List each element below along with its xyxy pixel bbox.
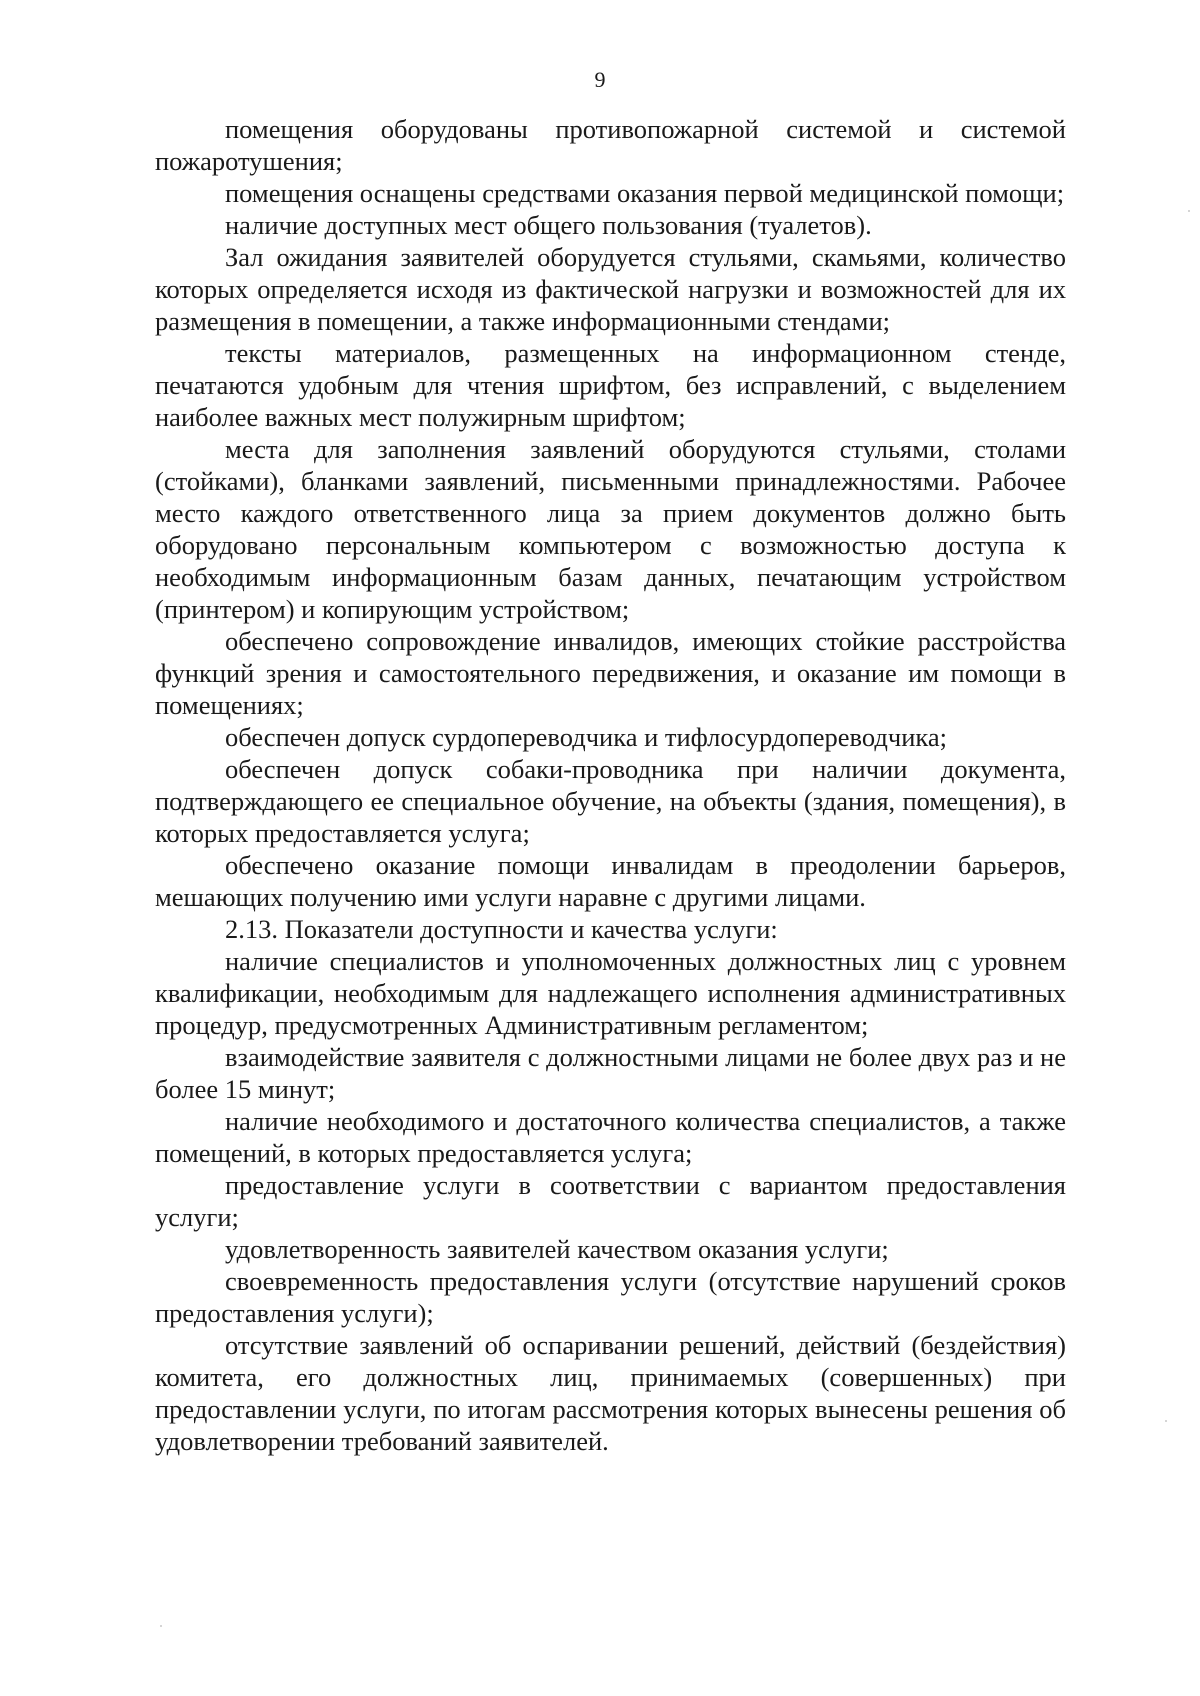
paragraph-guide-dog: обеспечен допуск собаки-проводника при наличии документа, подтверждающего ее специальное обучение, на объекты (здания, помещения), в которых предоставляется услуга; [155, 754, 1066, 848]
page-number: 9 [594, 67, 606, 92]
paragraph-qualified-specialists: наличие специалистов и уполномоченных должностных лиц с уровнем квалификации, необходимым для надлежащего исполнения административных процедур, предусмотренных Административным регламентом; [155, 946, 1066, 1040]
paragraph-first-aid: помещения оснащены средствами оказания первой медицинской помощи; [225, 178, 1065, 208]
paragraph-info-stand-texts: тексты материалов, размещенных на информационном стенде, печатаются удобным для чтения шрифтом, без исправлений, с выделением наиболее важных мест полужирным шрифтом; [155, 338, 1066, 432]
paragraph-interaction-limit: взаимодействие заявителя с должностными лицами не более двух раз и не более 15 минут; [155, 1042, 1066, 1104]
paragraph-timeliness: своевременность предоставления услуги (отсутствие нарушений сроков предоставления услуги); [155, 1266, 1066, 1328]
paragraph-fire-safety: помещения оборудованы противопожарной системой и системой пожаротушения; [155, 114, 1066, 176]
paragraph-waiting-hall: Зал ожидания заявителей оборудуется стульями, скамьями, количество которых определяется исходя из фактической нагрузки и возможностей для их размещения в помещении, а также информационными стендами; [155, 242, 1066, 336]
paragraph-sufficient-staff: наличие необходимого и достаточного количества специалистов, а также помещений, в которых предоставляется услуга; [155, 1106, 1066, 1168]
paragraph-toilets: наличие доступных мест общего пользования (туалетов). [225, 210, 872, 240]
paragraph-escort-disabled: обеспечено сопровождение инвалидов, имеющих стойкие расстройства функций зрения и самостоятельного передвижения, и оказание им помощи в помещениях; [155, 626, 1066, 720]
paragraph-satisfaction: удовлетворенность заявителей качеством оказания услуги; [225, 1234, 889, 1264]
paragraph-sign-interpreter: обеспечен допуск сурдопереводчика и тифлосурдопереводчика; [225, 722, 947, 752]
paragraph-barriers-help: обеспечено оказание помощи инвалидам в преодолении барьеров, мешающих получению ими услуги наравне с другими лицами. [155, 850, 1066, 912]
paragraph-no-complaints: отсутствие заявлений об оспаривании решений, действий (бездействия) комитета, его должностных лиц, принимаемых (совершенных) при предоставлении услуги, по итогам рассмотрения которых вынесены решения об удовлетворении требований заявителей. [155, 1330, 1066, 1456]
section-heading-2-13: 2.13. Показатели доступности и качества услуги: [225, 914, 778, 944]
scan-speck [1188, 210, 1190, 212]
document-body [155, 113, 1066, 1457]
paragraph-application-places: места для заполнения заявлений оборудуются стульями, столами (стойками), бланками заявлений, письменными принадлежностями. Рабочее место каждого ответственного лица за прием документов должно быть оборудовано персональным компьютером с возможностью доступа к необходимым информационным базам данных, печатающим устройством (принтером) и копирующим устройством; [155, 434, 1066, 624]
scan-speck [1165, 1420, 1167, 1422]
paragraph-service-variant: предоставление услуги в соответствии с вариантом предоставления услуги; [155, 1170, 1066, 1232]
scan-speck [160, 1625, 162, 1627]
